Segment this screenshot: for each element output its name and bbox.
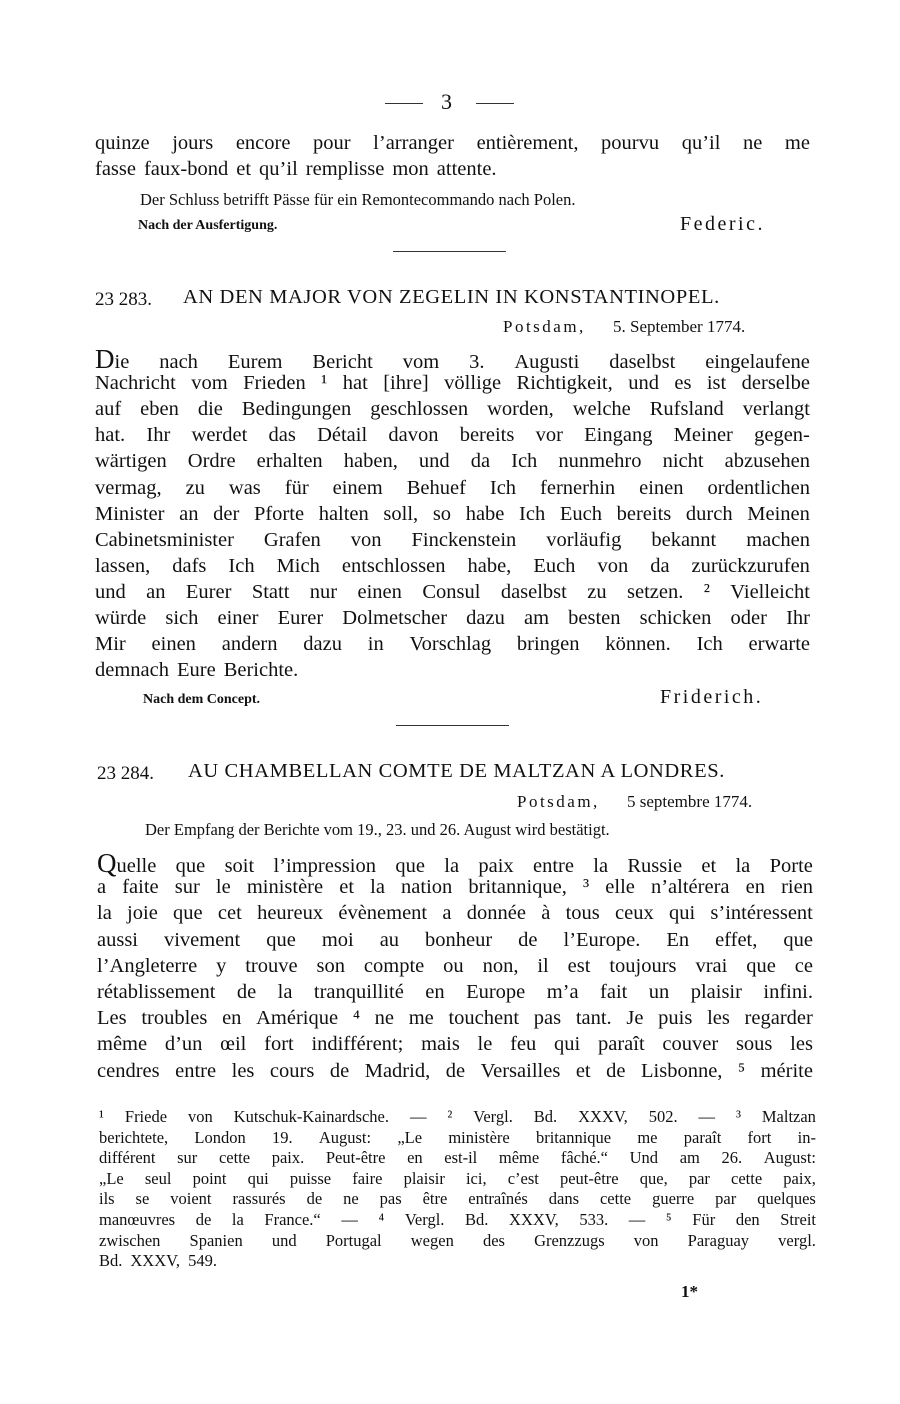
letter-text-line: cendres entre les cours de Madrid, de Versailles et de Lisbonne, ⁵ mérite (97, 1059, 813, 1082)
carryover-line: fasse faux-bond et qu’il remplisse mon attente. (95, 158, 497, 180)
letter-text-line: Cabinetsminister Grafen von Finckenstein vorläufig bekannt machen (95, 528, 810, 551)
carryover-summary: Der Schluss betrifft Pässe für ein Remontecommando nach Polen. (140, 190, 576, 209)
letter-text-line: même d’un œil fort indifférent; mais le feu qui paraît couver sous les (97, 1033, 813, 1056)
letter-text-line: rétablissement de la tranquillité en Europe m’a fait un plaisir infini. (97, 981, 813, 1003)
letter-place: Potsdam, (517, 792, 600, 811)
header-rule-right (476, 103, 514, 104)
footnote-line: Bd. XXXV, 549. (99, 1251, 217, 1271)
footnote-line: zwischen Spanien und Portugal wegen des Grenzzugs von Paraguay vergl. (99, 1230, 816, 1250)
letter-summary: Der Empfang der Berichte vom 19., 23. und 26. August wird bestätigt. (145, 820, 610, 839)
drop-capital: D (95, 344, 115, 374)
section-divider (396, 725, 509, 726)
drop-capital: Q (97, 848, 117, 878)
letter-text-line: hat. Ihr werdet das Détail davon bereits vor Eingang Meiner gegen- (95, 424, 810, 447)
letter-text-line: a faite sur le ministère et la nation britannique, ³ elle n’altérera en rien (97, 876, 813, 899)
signature-mark: 1* (681, 1282, 698, 1301)
letter-text-line: demnach Eure Berichte. (95, 659, 299, 682)
letter-heading: AN DEN MAJOR VON ZEGELIN IN KONSTANTINOPEL. (183, 286, 720, 308)
letter-text-line: würde sich einer Eurer Dolmetscher dazu am besten schicken oder Ihr (95, 607, 810, 629)
letter-text-line: Minister an der Pforte halten soll, so habe Ich Euch bereits durch Meinen (95, 502, 810, 525)
header-rule-left (385, 103, 423, 104)
letter-text-line: lassen, dafs Ich Mich entschlossen habe, Euch von da zurückzurufen (95, 554, 810, 577)
page-number: 3 (441, 89, 452, 114)
letter-text-line: Mir einen andern dazu in Vorschlag bringen können. Ich erwarte (95, 633, 810, 656)
footnote-line: „Le seul point qui puisse faire plaisir ici, c’est peut-être que, par cette paix, (99, 1168, 816, 1188)
letter-heading: AU CHAMBELLAN COMTE DE MALTZAN A LONDRES. (188, 760, 725, 782)
footnote-line: ¹ Friede von Kutschuk-Kainardsche. — ² Vergl. Bd. XXXV, 502. — ³ Maltzan (99, 1107, 816, 1126)
letter-text-line: vermag, zu was für einem Behuef Ich fernerhin einen ordentlichen (95, 476, 810, 499)
letter-text-line: Quelle que soit l’impression que la paix entre la Russie et la Porte (97, 848, 813, 878)
footnote-line: différent sur cette paix. Peut-être en est-il même fâché.“ Und am 26. August: (99, 1148, 816, 1168)
letter-number: 23 284. (97, 763, 154, 784)
carryover-source-note: Nach der Ausfertigung. (138, 218, 278, 233)
letter-text-line: Nachricht vom Frieden ¹ hat [ihre] völlige Richtigkeit, und es ist derselbe (95, 372, 810, 395)
section-divider (393, 251, 506, 252)
letter-source-note: Nach dem Concept. (143, 692, 261, 707)
letter-date: 5 septembre 1774. (627, 792, 753, 811)
carryover-line: quinze jours encore pour l’arranger entièrement, pourvu qu’il ne me (95, 132, 810, 154)
letter-text-line: auf eben die Bedingungen geschlossen worden, welche Rufsland verlangt (95, 398, 810, 421)
letter-text-line: la joie que cet heureux évènement a donnée à tous ceux qui s’intéressent (97, 902, 813, 925)
letter-place: Potsdam, (503, 317, 586, 336)
carryover-signature: Federic. (680, 213, 765, 235)
letter-text-line: Les troubles en Amérique ⁴ ne me touchent pas tant. Je puis les regarder (97, 1007, 813, 1030)
letter-date: 5. September 1774. (613, 317, 746, 336)
letter-text-line: Die nach Eurem Bericht vom 3. Augusti daselbst eingelaufene (95, 344, 810, 374)
letter-text-line: aussi vivement que moi au bonheur de l’Europe. En effet, que (97, 928, 813, 951)
footnote-line: ils se voient rassurés de ne pas être entraînés dans cette guerre par quelques (99, 1189, 816, 1209)
letter-text-line: l’Angleterre y trouve son compte ou non, il est toujours vrai que ce (97, 954, 813, 977)
letter-text-line: und an Eurer Statt nur einen Consul daselbst zu setzen. ² Vielleicht (95, 580, 810, 603)
letter-number: 23 283. (95, 289, 152, 310)
letter-text-line: wärtigen Ordre erhalten haben, und da Ich nunmehro nicht abzusehen (95, 450, 810, 473)
footnote-line: berichtete, London 19. August: „Le ministère britannique me paraît fort in- (99, 1127, 816, 1147)
letter-signature: Friderich. (660, 686, 764, 708)
footnote-line: manœuvres de la France.“ — ⁴ Vergl. Bd. XXXV, 533. — ⁵ Für den Streit (99, 1210, 816, 1229)
